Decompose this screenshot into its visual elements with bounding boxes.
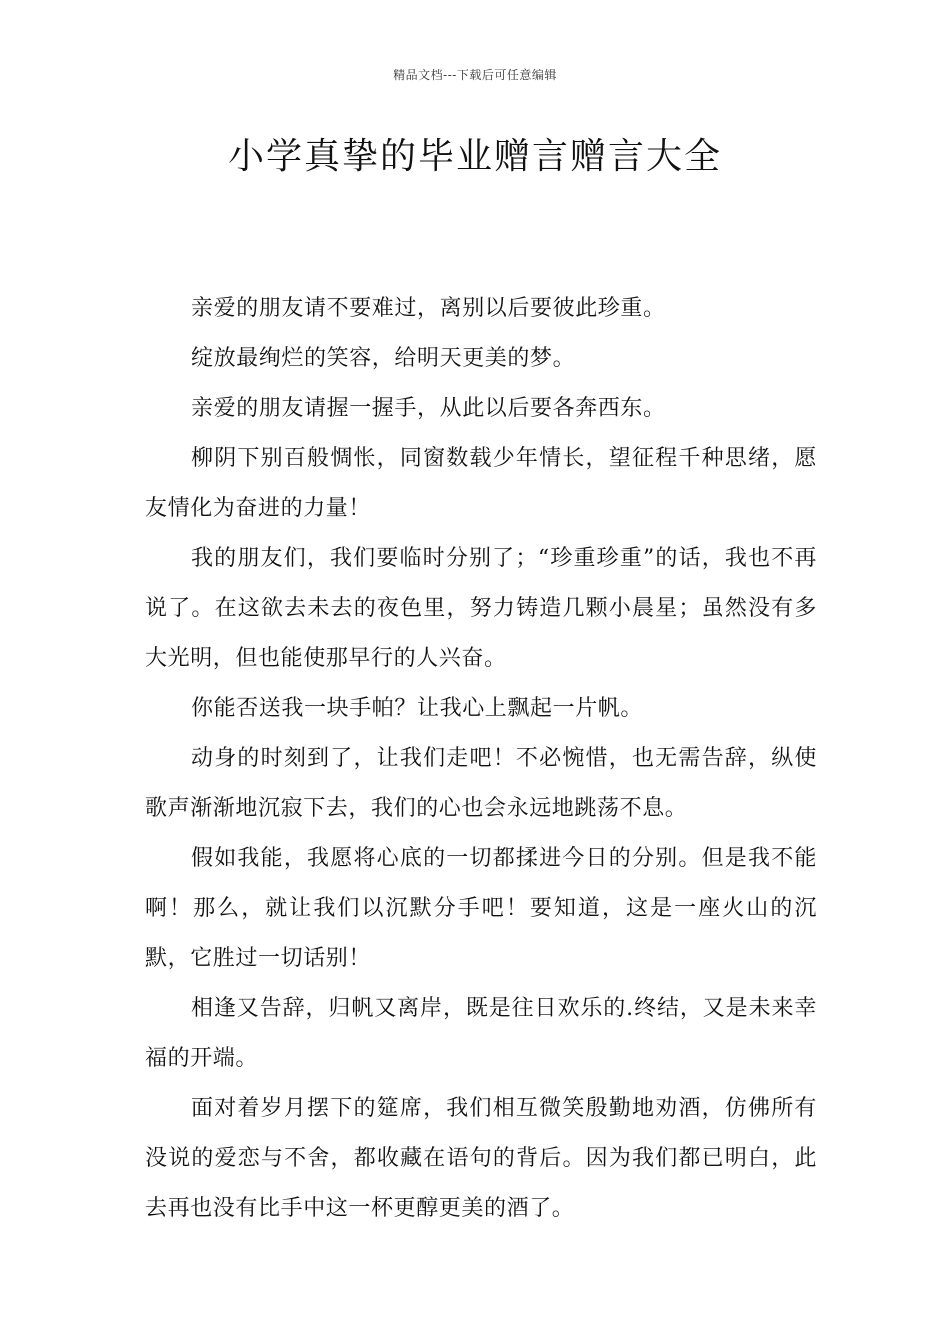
paragraph: 绽放最绚烂的笑容，给明天更美的梦。 <box>191 346 576 371</box>
paragraph: 亲爱的朋友请不要难过，离别以后要彼此珍重。 <box>191 296 666 321</box>
page-title: 小学真挚的毕业赠言赠言大全 <box>227 136 722 177</box>
paragraph: 你能否送我一块手帕？让我心上飘起一片帆。 <box>191 696 644 721</box>
paragraph: 面对着岁月摆下的筵席，我们相互微笑殷勤地劝酒，仿佛所有没说的爱恋与不舍，都收藏在语句的背后。因为我们都已明白，此去再也没有比手中这一杯更醇更美的酒了。 <box>145 1096 817 1221</box>
paragraph: 动身的时刻到了，让我们走吧！不必惋惜，也无需告辞，纵使歌声渐渐地沉寂下去，我们的心也会永远地跳荡不息。 <box>145 746 817 821</box>
document-body <box>145 284 817 1234</box>
paragraph: 柳阴下别百般惆怅，同窗数载少年情长，望征程千种思绪，愿友情化为奋进的力量！ <box>145 446 817 521</box>
header-note: 精品文档---下载后可任意编辑 <box>393 68 557 82</box>
paragraph: 假如我能，我愿将心底的一切都揉进今日的分别。但是我不能啊！那么，就让我们以沉默分手吧！要知道，这是一座火山的沉默，它胜过一切话别！ <box>145 846 817 971</box>
paragraph: 相逢又告辞，归帆又离岸，既是往日欢乐的.终结，又是未来幸福的开端。 <box>145 996 817 1071</box>
paragraph: 我的朋友们，我们要临时分别了；“珍重珍重”的话，我也不再说了。在这欲去未去的夜色里，努力铸造几颗小晨星；虽然没有多大光明，但也能使那早行的人兴奋。 <box>145 546 817 671</box>
paragraph: 亲爱的朋友请握一握手，从此以后要各奔西东。 <box>191 396 666 421</box>
